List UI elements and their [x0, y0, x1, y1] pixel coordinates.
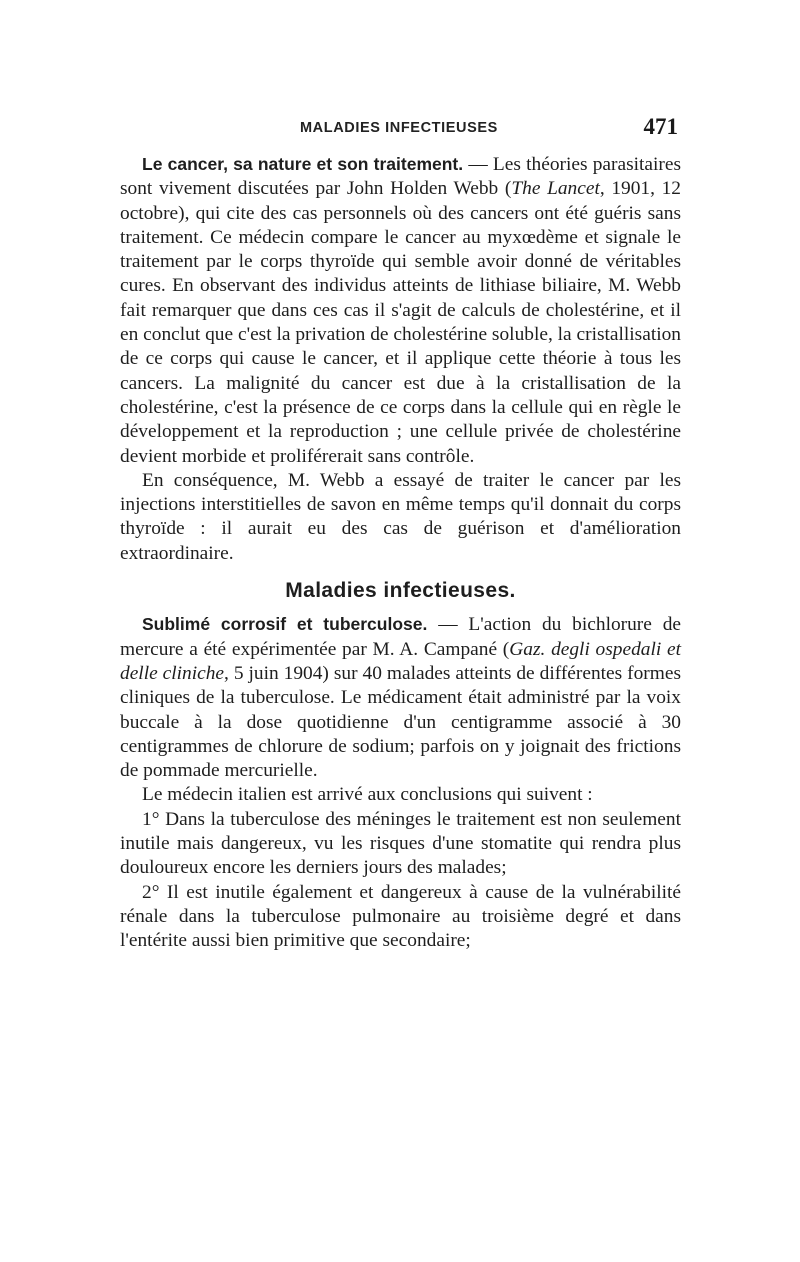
article-cancer-paragraph-2: En conséquence, M. Webb a essayé de traiter le cancer par les injections interstitielles de savon en même temps qu'il donnait du corps thyroïde : il aurait eu des cas de guérison et d'amélioration extraordinaire.: [120, 469, 681, 564]
running-title: MALADIES INFECTIEUSES: [300, 120, 498, 136]
article-sublime-title: Sublimé corrosif et tuberculose.: [142, 614, 428, 635]
journal-gazzetta: Gaz. degli ospedali et delle cliniche: [120, 638, 681, 684]
page-number: 471: [643, 114, 678, 139]
article-cancer-title: Le cancer, sa nature et son traitement.: [142, 154, 464, 174]
article-cancer-text-a: — Les théories parasitaires sont vivement discutées par John Holden Webb (: [120, 154, 682, 200]
journal-the-lancet: The Lancet: [511, 178, 600, 200]
article-cancer-paragraph-1: [120, 152, 681, 469]
article-cancer-text-b: , 1901, 12 octobre), qui cite des cas personnels où des cancers ont été guéris sans traitement. Ce médecin compare le cancer au myxœdème et signale le traitement par le corps thyroïde qui semble avoir donné de véritables cures. En observant des individus atteints de lithiase biliaire, M. Webb fait remarquer que dans ces cas il s'agit de calculs de cholestérine, et il en conclut que c'est la privation de cholestérine soluble, la cristallisation de ce corps qui cause le cancer, et il applique cette théorie à tous les cancers. La malignité du cancer est due à la cristallisation de la cholestérine, c'est la présence de ce corps dans la cellule qui en règle le développement et la reproduction ; une cellule privée de cholestérine devient morbide et proliférerait sans contrôle.: [120, 178, 681, 467]
running-head: [120, 116, 680, 146]
article-sublime-conclusion-2: 2° Il est inutile également et dangereux à cause de la vulnérabilité rénale dans la tuberculose pulmonaire au troisième degré et dans l'entérite aussi bien primitive que secondaire;: [120, 881, 681, 952]
article-sublime-paragraph-2: Le médecin italien est arrivé aux conclusions qui suivent :: [142, 784, 593, 806]
article-sublime-conclusion-1: 1° Dans la tuberculose des méninges le traitement est non seulement inutile mais dangereux, vu les risques d'une stomatite qui rendra plus douloureux encore les derniers jours des malades;: [120, 808, 681, 879]
article-sublime-text-b: , 5 juin 1904) sur 40 malades atteints de différentes formes cliniques de la tuberculose. Le médicament était administré par la voix buccale à la dose quotidienne d'un centigramme associé à 30 centigrammes de chlorure de sodium; parfois on y joignait des frictions de pommade mercurielle.: [120, 662, 681, 782]
article-sublime-text-a: — L'action du bichlorure de mercure a été expérimentée par M. A. Campané (: [120, 614, 681, 660]
section-heading: Maladies infectieuses.: [285, 579, 516, 603]
article-sublime-paragraph-1: [120, 612, 681, 783]
page-body: [120, 152, 681, 954]
